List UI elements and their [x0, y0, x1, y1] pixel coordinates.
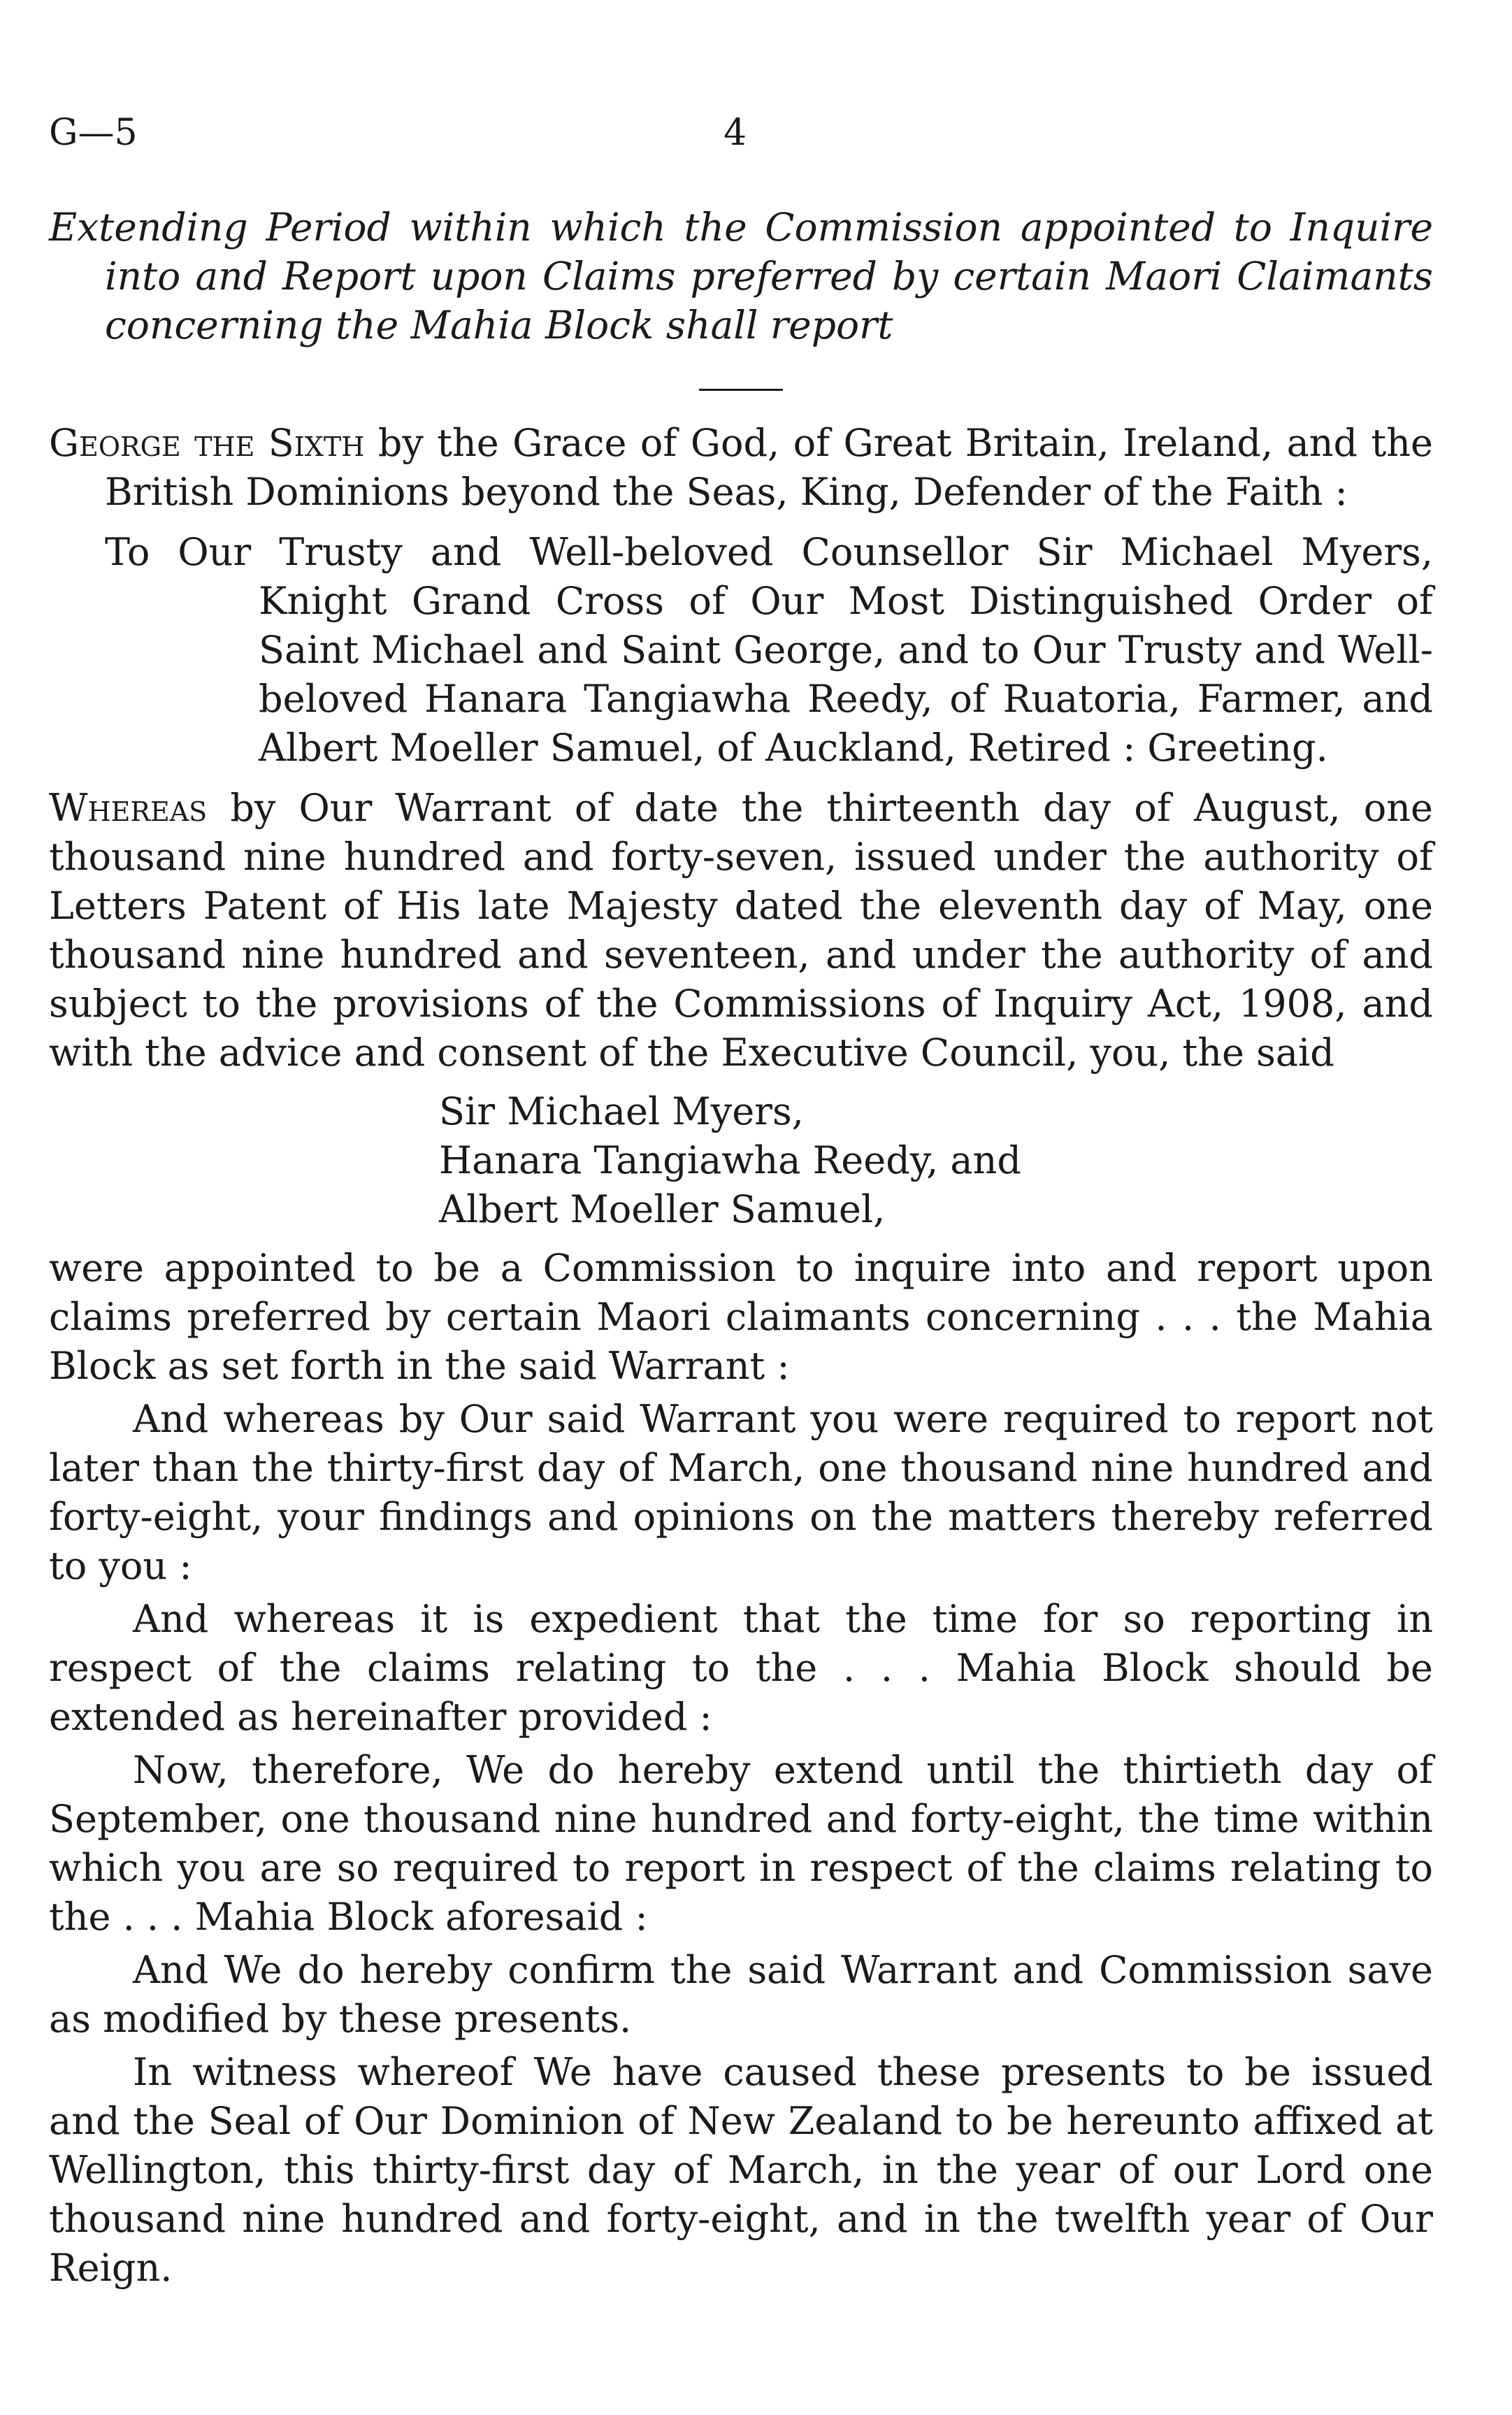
paragraph-extension: Now, therefore, We do hereby extend until the thirtieth day of September, one thousand nine hundred and forty-eight, the time within which you are so required to report in respect of the claims relating to the . . . Mahia Block aforesaid : [49, 1748, 1433, 1939]
commissioner-name: Hanara Tangiawha Reedy, and [439, 1138, 1021, 1182]
whereas-paragraph [49, 784, 1433, 1077]
whereas-lead: Whereas [49, 786, 208, 830]
whereas-text: by Our Warrant of date the thirteenth day of August, one thousand nine hundred and forty-seven, issued under the authority of Letters Patent of His late Majesty dated the eleventh day of May, one thousand nine hundred and seventeen, and under the authority of and subject to the provisions of the Commissions of Inquiry Act, 1908, and with the advice and consent of the Executive Council, you, the said [49, 786, 1433, 1075]
appointment-paragraph: were appointed to be a Commission to inquire into and report upon claims preferred by certain Maori claimants concerning . . . the Mahia Block as set forth in the said Warrant : [49, 1246, 1433, 1388]
document-title: Extending Period within which the Commission appointed to Inquire into and Report upon Claims preferred by certain Maori Claimants concerning the Mahia Block shall report [49, 205, 1433, 347]
paragraph-report-deadline: And whereas by Our said Warrant you were required to report not later than the thirty-first day of March, one thousand nine hundred and forty-eight, your findings and opinions on the matters thereby referred to you : [49, 1397, 1433, 1588]
preamble-text: by the Grace of God, of Great Britain, Ireland, and the British Dominions beyond the Seas, King, Defender of the Faith : [105, 421, 1433, 514]
commissioner-list [439, 1087, 1433, 1234]
preamble [49, 419, 1433, 517]
commissioner-name: Albert Moeller Samuel, [439, 1187, 886, 1231]
document-page [49, 105, 1433, 2293]
paragraph-confirmation: And We do hereby confirm the said Warrant and Commission save as modified by these presents. [49, 1948, 1433, 2041]
paragraph-witness: In witness whereof We have caused these presents to be issued and the Seal of Our Dominion of New Zealand to be hereunto affixed at Wellington, this thirty-first day of March, in the year of our Lord one thousand nine hundred and forty-eight, and in the twelfth year of Our Reign. [49, 2050, 1433, 2290]
page-number: 4 [723, 112, 747, 154]
address-paragraph: To Our Trusty and Well-beloved Counsellor Sir Michael Myers, Knight Grand Cross of Our Most Distinguished Order of Saint Michael and Saint George, and to Our Trusty and Well-beloved Hanara Tangiawha Reedy, of Ruatoria, Farmer, and Albert Moeller Samuel, of Auckland, Retired : Greeting. [105, 530, 1433, 770]
sovereign-name: George the Sixth [49, 421, 365, 465]
document-code: G—5 [49, 112, 138, 154]
page-header [49, 105, 1433, 161]
paragraph-expedient: And whereas it is expedient that the time for so reporting in respect of the claims relating to the . . . Mahia Block should be extended as hereinafter provided : [49, 1597, 1433, 1739]
title-divider [699, 389, 783, 391]
commissioner-name: Sir Michael Myers, [439, 1089, 804, 1133]
